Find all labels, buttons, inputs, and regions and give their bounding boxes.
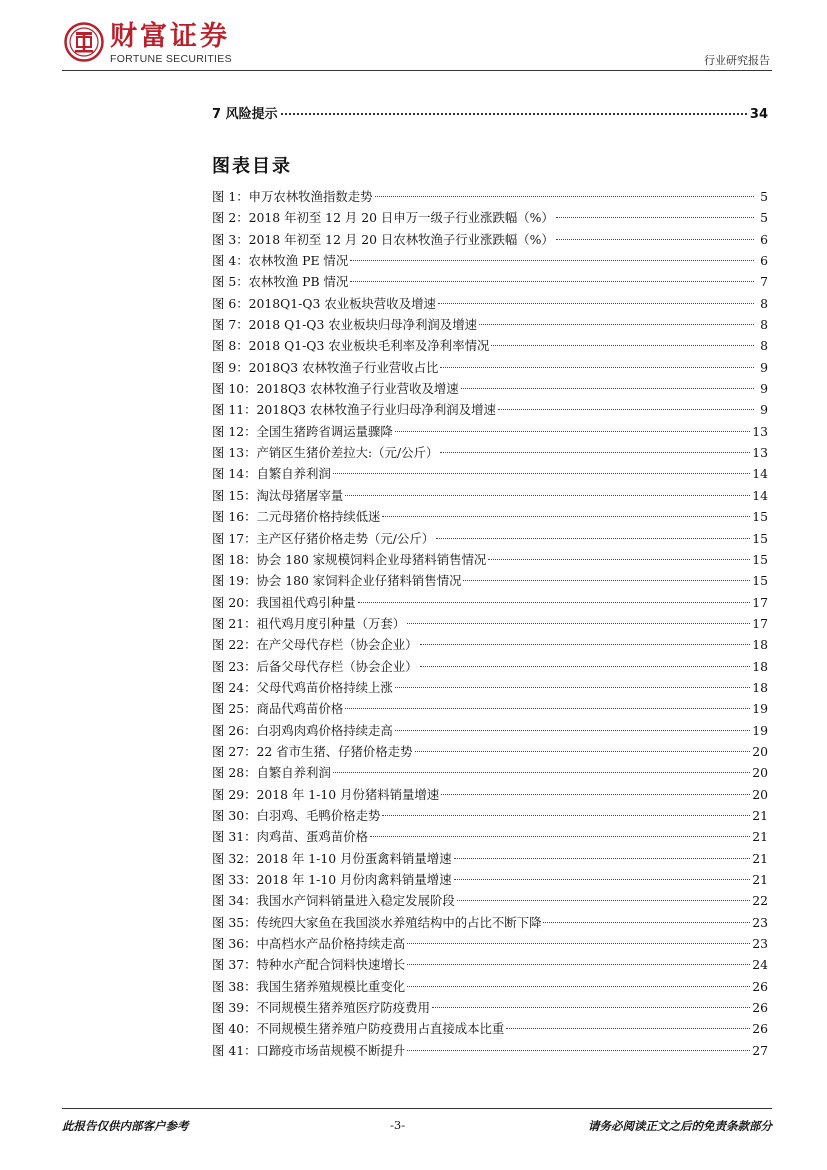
toc-entry-page: 13	[752, 423, 768, 439]
toc-entry[interactable]	[212, 720, 768, 741]
dot-leader	[395, 431, 750, 432]
toc-entry-label: 图 21：祖代鸡月度引种量（万套）	[212, 615, 406, 631]
logo-chinese-name: 财富证券	[110, 21, 230, 52]
dot-leader	[420, 644, 751, 645]
toc-entry-label: 图 17：主产区仔猪价格走势（元/公斤）	[212, 530, 435, 546]
toc-entry-page: 34	[749, 107, 768, 122]
toc-entry-page: 14	[752, 487, 768, 503]
dot-leader	[333, 772, 750, 773]
toc-entry-label: 图 5：农林牧渔 PB 情况	[212, 274, 349, 290]
toc-entry[interactable]	[212, 613, 768, 634]
toc-entry[interactable]	[212, 698, 768, 719]
toc-entry[interactable]	[212, 570, 768, 591]
toc-entry-page: 19	[752, 701, 768, 717]
toc-entry-page: 20	[752, 786, 768, 802]
toc-entry-label: 图 1：申万农林牧渔指数走势	[212, 189, 373, 204]
toc-entry[interactable]	[212, 741, 768, 762]
dot-leader	[382, 516, 750, 517]
toc-entry-page: 21	[752, 829, 768, 845]
toc-entry-page: 18	[752, 658, 768, 674]
toc-entry-page: 17	[752, 594, 768, 610]
toc-entry[interactable]	[212, 592, 768, 613]
figure-list-title: 图表目录	[212, 156, 292, 177]
toc-entry-label: 图 41：口蹄疫市场苗规模不断提升	[212, 1042, 406, 1058]
toc-entry-page: 8	[760, 338, 768, 354]
page-header	[62, 20, 772, 70]
toc-entry-label: 图 8：2018 Q1-Q3 农业板块毛利率及净利率情况	[212, 338, 490, 354]
toc-entry-page: 15	[752, 551, 768, 567]
toc-entry-label: 图 38：我国生猪养殖规模比重变化	[212, 978, 406, 994]
footer-divider	[62, 1108, 772, 1109]
toc-entry-page: 6	[760, 253, 768, 269]
dot-leader	[407, 986, 750, 987]
dot-leader	[358, 602, 751, 603]
toc-entry[interactable]	[212, 506, 768, 527]
toc-entry-label: 图 22：在产父母代存栏（协会企业）	[212, 637, 418, 653]
toc-entry-page: 15	[752, 509, 768, 525]
toc-entry-page: 26	[752, 1021, 768, 1037]
dot-leader	[395, 730, 750, 731]
toc-entry-page: 15	[752, 530, 768, 546]
toc-entry[interactable]	[212, 378, 768, 399]
toc-entry[interactable]	[212, 1018, 768, 1039]
toc-entry-page: 9	[760, 381, 768, 397]
dot-leader	[441, 794, 750, 795]
toc-entry-label: 图 24：父母代鸡苗价格持续上涨	[212, 679, 393, 695]
toc-entry[interactable]	[212, 997, 768, 1018]
toc-entry[interactable]	[212, 442, 768, 463]
dot-leader	[498, 409, 754, 410]
toc-entry-label: 图 18：协会 180 家规模饲料企业母猪料销售情况	[212, 551, 487, 567]
toc-entry[interactable]	[212, 250, 768, 271]
dot-leader	[461, 388, 754, 389]
dot-leader	[407, 623, 750, 624]
toc-entry-label: 图 19：协会 180 家饲料企业仔猪料销售情况	[212, 573, 462, 589]
toc-entry[interactable]	[212, 1040, 768, 1061]
toc-entry-page: 13	[752, 445, 768, 461]
dot-leader	[345, 495, 750, 496]
dot-leader	[375, 196, 754, 197]
toc-entry-label: 图 36：中高档水产品价格持续走高	[212, 936, 406, 952]
toc-entry-label: 图 12：全国生猪跨省调运量骤降	[212, 423, 393, 439]
toc-entry-page: 5	[760, 189, 768, 204]
dot-leader	[407, 964, 750, 965]
toc-entry-label: 图 25：商品代鸡苗价格	[212, 701, 344, 717]
toc-entry-page: 22	[752, 893, 768, 909]
toc-entry-label: 图 11：2018Q3 农林牧渔子行业归母净利润及增速	[212, 402, 496, 418]
toc-entry-label: 图 29：2018 年 1-10 月份猪料销量增速	[212, 786, 440, 802]
toc-entry[interactable]	[212, 656, 768, 677]
toc-entry-label: 图 16：二元母猪价格持续低迷	[212, 509, 381, 525]
toc-entry[interactable]	[212, 933, 768, 954]
dot-leader	[454, 858, 751, 859]
toc-entry-label: 图 32：2018 年 1-10 月份蛋禽料销量增速	[212, 850, 452, 866]
toc-entry-page: 21	[752, 850, 768, 866]
toc-entry-page: 20	[752, 743, 768, 759]
toc-entry-label: 图 13：产销区生猪价差拉大:（元/公斤）	[212, 445, 439, 461]
toc-entry[interactable]	[212, 890, 768, 911]
toc-entry-label: 图 4：农林牧渔 PE 情况	[212, 253, 349, 269]
dot-leader	[491, 345, 754, 346]
toc-entry-label: 图 30：白羽鸡、毛鸭价格走势	[212, 807, 381, 823]
fortune-seal-logo-icon	[64, 22, 104, 62]
toc-entry[interactable]	[212, 399, 768, 420]
toc-entry[interactable]	[212, 293, 768, 314]
dot-leader	[432, 1007, 750, 1008]
dot-leader	[556, 217, 754, 218]
dot-leader	[454, 879, 751, 880]
toc-entry-page: 18	[752, 637, 768, 653]
toc-entry-page: 14	[752, 466, 768, 482]
toc-entry-label: 图 39：不同规模生猪养殖医疗防疫费用	[212, 1000, 430, 1016]
dot-leader	[463, 580, 750, 581]
toc-entry-label: 图 34：我国水产饲料销量进入稳定发展阶段	[212, 893, 455, 909]
dot-leader	[333, 473, 750, 474]
toc-entry-page: 9	[760, 359, 768, 375]
footer-disclaimer-left: 此报告仅供内部客户参考	[62, 1119, 189, 1133]
toc-entry-page: 5	[760, 210, 768, 226]
dot-leader	[506, 1028, 750, 1029]
dot-leader	[350, 260, 754, 261]
toc-entry-label: 图 37：特种水产配合饲料快速增长	[212, 957, 406, 973]
toc-entry-page: 8	[760, 295, 768, 311]
dot-leader	[407, 1050, 750, 1051]
dot-leader	[488, 559, 750, 560]
toc-entry-label: 图 9：2018Q3 农林牧渔子行业营收占比	[212, 359, 439, 375]
toc-entry[interactable]	[212, 463, 768, 484]
figure-list	[212, 186, 768, 1061]
toc-entry-label: 图 10：2018Q3 农林牧渔子行业营收及增速	[212, 381, 459, 397]
toc-entry-label: 图 3：2018 年初至 12 月 20 日农林牧渔子行业涨跌幅（%）	[212, 231, 554, 247]
dot-leader	[350, 281, 754, 282]
toc-entry-page: 6	[760, 231, 768, 247]
toc-entry-label: 图 33：2018 年 1-10 月份肉禽料销量增速	[212, 872, 452, 887]
toc-entry-label: 图 7：2018 Q1-Q3 农业板块归母净利润及增速	[212, 317, 477, 333]
dot-leader	[345, 708, 750, 709]
dot-leader	[438, 303, 754, 304]
footer-disclaimer-right: 请务必阅读正文之后的免责条款部分	[588, 1119, 772, 1133]
toc-entry-risk[interactable]	[212, 103, 768, 122]
toc-entry-label: 图 20：我国祖代鸡引种量	[212, 594, 356, 610]
toc-entry-page: 23	[752, 914, 768, 930]
toc-entry[interactable]	[212, 869, 768, 890]
dot-leader	[457, 900, 750, 901]
dot-leader	[395, 687, 750, 688]
toc-entry-label: 图 26：白羽鸡肉鸡价格持续走高	[212, 722, 393, 738]
dot-leader	[436, 538, 750, 539]
toc-entry[interactable]	[212, 357, 768, 378]
dot-leader	[382, 815, 750, 816]
toc-entry-page: 20	[752, 765, 768, 781]
toc-entry-label: 图 28：自繁自养利润	[212, 765, 331, 781]
toc-entry-page: 17	[752, 615, 768, 631]
dot-leader	[420, 666, 751, 667]
toc-entry-page: 19	[752, 722, 768, 738]
toc-entry[interactable]	[212, 229, 768, 250]
logo-english-name: FORTUNE SECURITIES	[110, 53, 232, 65]
toc-entry[interactable]	[212, 634, 768, 655]
toc-entry-page: 9	[760, 402, 768, 418]
toc-entry-page: 7	[760, 274, 768, 290]
toc-entry-page: 18	[752, 679, 768, 695]
toc-entry[interactable]	[212, 762, 768, 783]
header-divider	[62, 70, 772, 71]
dot-leader	[543, 922, 750, 923]
page-number: -3-	[390, 1118, 406, 1132]
toc-entry[interactable]	[212, 784, 768, 805]
toc-entry-page: 24	[752, 957, 768, 973]
toc-entry-label: 图 40：不同规模生猪养殖户防疫费用占直接成本比重	[212, 1021, 505, 1037]
dot-leader	[370, 836, 750, 837]
toc-entry[interactable]	[212, 826, 768, 847]
toc-entry-label: 图 23：后备父母代存栏（协会企业）	[212, 658, 418, 674]
toc-entry[interactable]	[212, 485, 768, 506]
toc-entry[interactable]	[212, 314, 768, 335]
toc-entry-label: 7 风险提示	[212, 107, 278, 122]
toc-entry-label: 图 14：自繁自养利润	[212, 466, 331, 482]
toc-entry[interactable]	[212, 805, 768, 826]
toc-entry-label: 图 27：22 省市生猪、仔猪价格走势	[212, 743, 413, 759]
toc-entry-page: 8	[760, 317, 768, 333]
toc-entry[interactable]	[212, 421, 768, 442]
toc-entry[interactable]	[212, 335, 768, 356]
report-type-label: 行业研究报告	[704, 54, 770, 67]
toc-entry-label: 图 15：淘汰母猪屠宰量	[212, 487, 344, 503]
toc-entry-page: 21	[752, 872, 768, 887]
toc-entry-page: 26	[752, 978, 768, 994]
toc-entry[interactable]	[212, 677, 768, 698]
dot-leader	[479, 324, 754, 325]
toc-entry-label: 图 2：2018 年初至 12 月 20 日申万一级子行业涨跌幅（%）	[212, 210, 554, 226]
dot-leader	[407, 943, 750, 944]
dot-leader	[281, 113, 747, 115]
dot-leader	[556, 239, 754, 240]
toc-entry-label: 图 6：2018Q1-Q3 农业板块营收及增速	[212, 295, 436, 311]
toc-entry-page: 21	[752, 807, 768, 823]
toc-entry-label: 图 35：传统四大家鱼在我国淡水养殖结构中的占比不断下降	[212, 914, 542, 930]
toc-entry[interactable]	[212, 954, 768, 975]
toc-entry[interactable]	[212, 912, 768, 933]
toc-entry-page: 26	[752, 1000, 768, 1016]
toc-entry[interactable]	[212, 976, 768, 997]
toc-entry[interactable]	[212, 207, 768, 228]
dot-leader	[415, 751, 751, 752]
toc-entry[interactable]	[212, 549, 768, 570]
toc-entry-label: 图 31：肉鸡苗、蛋鸡苗价格	[212, 829, 369, 845]
dot-leader	[440, 367, 754, 368]
toc-entry[interactable]	[212, 528, 768, 549]
toc-entry[interactable]	[212, 848, 768, 869]
toc-entry-page: 23	[752, 936, 768, 952]
toc-entry[interactable]	[212, 271, 768, 292]
toc-entry-page: 15	[752, 573, 768, 589]
toc-entry-page: 27	[752, 1042, 768, 1058]
toc-entry[interactable]	[212, 186, 768, 207]
dot-leader	[440, 452, 750, 453]
